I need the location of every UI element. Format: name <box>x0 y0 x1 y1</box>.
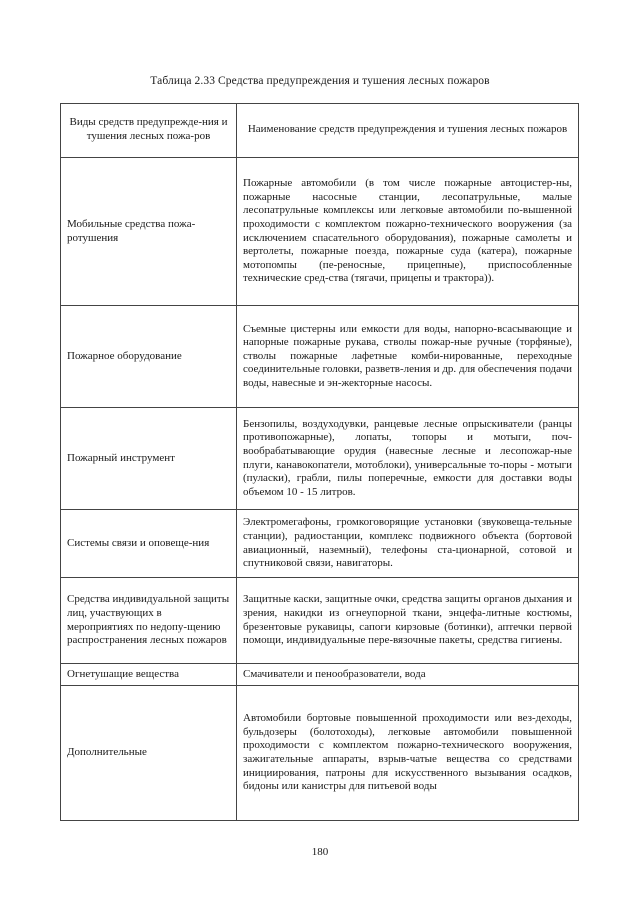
table-row <box>61 408 579 510</box>
row-type: Мобильные средства пожа-ротушения <box>61 158 237 306</box>
row-items: Пожарные автомобили (в том числе пожарные автоцистер-ны, пожарные насосные станции, лесопатрульные, малые лесопатрульные комплексы или легковые автомобили по-вышенной проходимости с комплектом пожарно-технического вооружения (за исключением спасательного оборудования), пожарные самолеты и вертолеты, пожарные поезда, пожарные суда (катера), пожарные мотопомпы (пе-реносные, прицепные), приспособленные технические сред-ства (тягачи, прицепы и трактора)). <box>237 158 579 306</box>
row-items: Защитные каски, защитные очки, средства защиты органов дыхания и зрения, накидки из огнеупорной ткани, энцефа-литные костюмы, брезентовые рукавицы, сапоги кирзовые (ботинки), аптечки первой помощи, индивидуальные пере-вязочные пакеты, средства гигиены. <box>237 578 579 664</box>
table-caption: Таблица 2.33 Средства предупреждения и тушения лесных пожаров <box>150 75 490 87</box>
fire-equipment-table <box>60 103 579 821</box>
table-row <box>61 686 579 821</box>
header-names: Наименование средств предупреждения и тушения лесных пожаров <box>237 104 579 158</box>
table-row <box>61 158 579 306</box>
row-type: Средства индивидуальной защиты лиц, участвующих в мероприятиях по недопу-щению распространения лесных пожаров <box>61 578 237 664</box>
row-type: Системы связи и оповеще-ния <box>61 510 237 578</box>
row-type: Огнетушащие вещества <box>61 664 237 686</box>
header-types: Виды средств предупрежде-ния и тушения лесных пожа-ров <box>61 104 237 158</box>
row-type: Пожарный инструмент <box>61 408 237 510</box>
row-items: Бензопилы, воздуходувки, ранцевые лесные опрыскиватели (ранцы противопожарные), лопаты, топоры и мотыги, поч-вообрабатывающие орудия (навесные лесные и лесопожар-ные плуги, канавокопатели, мотоблоки), универсальные то-поры - мотыги (пуласки), грабли, пилы поперечные, емкости для доставки воды объемом 10 - 15 литров. <box>237 408 579 510</box>
row-items: Автомобили бортовые повышенной проходимости или вез-деходы, бульдозеры (болотоходы), легковые автомобили повышенной проходимости с комплектом пожарно-технического вооружения, зажигательные аппараты, взрыв-чатые вещества со средствами инициирования, патроны для искусственного вызывания осадков, бидоны или канистры для питьевой воды <box>237 686 579 821</box>
table-header-row <box>61 104 579 158</box>
table-row <box>61 664 579 686</box>
table-row <box>61 578 579 664</box>
table-row <box>61 510 579 578</box>
row-items: Смачиватели и пенообразователи, вода <box>237 664 579 686</box>
page-number: 180 <box>311 846 329 858</box>
row-type: Пожарное оборудование <box>61 306 237 408</box>
row-type: Дополнительные <box>61 686 237 821</box>
row-items: Съемные цистерны или емкости для воды, напорно-всасывающие и напорные пожарные рукава, стволы пожар-ные ручные (торфяные), стволы пожарные лафетные комби-нированные, переходные соединительные головки, разветв-ления и др. для обеспечения подачи воды, навесные и эн-жекторные насосы. <box>237 306 579 408</box>
row-items: Электромегафоны, громкоговорящие установки (звуковеща-тельные станции), радиостанции, комплекс подвижного объекта (бортовой авиационный, наземный), телефоны ста-ционарной, сотовой и спутниковой связи, навигаторы. <box>237 510 579 578</box>
table-row <box>61 306 579 408</box>
